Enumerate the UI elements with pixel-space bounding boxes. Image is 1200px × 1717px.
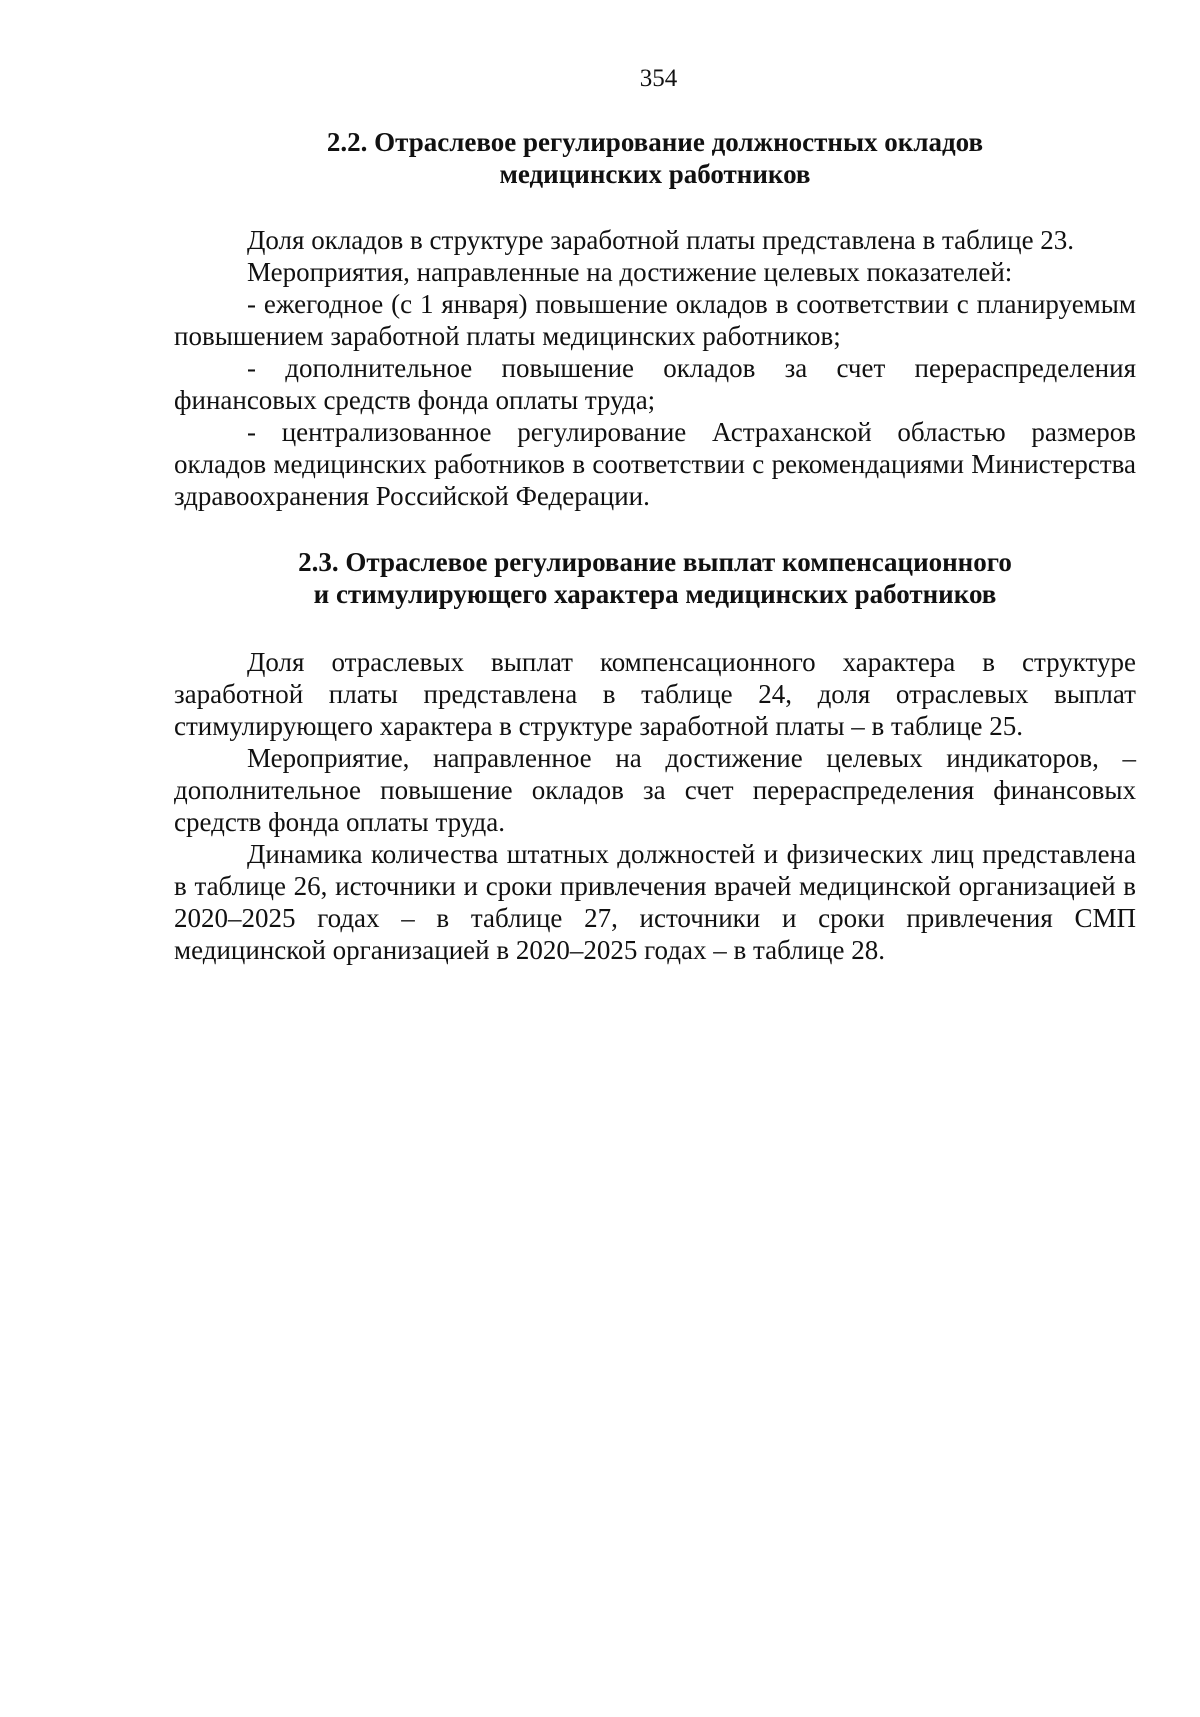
section-2-3-title-line1: 2.3. Отраслевое регулирование выплат компенсационного bbox=[298, 547, 1012, 577]
page-number: 354 bbox=[639, 65, 678, 92]
section-2-3-heading bbox=[174, 546, 1136, 610]
section-2-2-list-item-3: - централизованное регулирование Астраханской областью размеров окладов медицинских работников в соответствии с рекомендациями Министерства здравоохранения Российской Федерации. bbox=[174, 417, 1136, 511]
section-2-2-heading bbox=[174, 126, 1136, 190]
section-2-2-list-item-1: - ежегодное (с 1 января) повышение окладов в соответствии с планируемым повышением заработной платы медицинских работников; bbox=[174, 289, 1136, 351]
section-2-3-title-line2: и стимулирующего характера медицинских работников bbox=[313, 579, 997, 609]
section-2-3-paragraph-1: Доля отраслевых выплат компенсационного характера в структуре заработной платы представлена в таблице 24, доля отраслевых выплат стимулирующего характера в структуре заработной платы – в таблице 25. bbox=[174, 647, 1136, 741]
section-2-3-paragraph-2: Мероприятие, направленное на достижение целевых индикаторов, – дополнительное повышение окладов за счет перераспределения финансовых средств фонда оплаты труда. bbox=[174, 743, 1136, 837]
section-2-3-paragraph-3: Динамика количества штатных должностей и физических лиц представлена в таблице 26, источники и сроки привлечения врачей медицинской организацией в 2020–2025 годах – в таблице 27, источники и сроки привлечения СМП медицинской организацией в 2020–2025 годах – в таблице 28. bbox=[174, 839, 1136, 965]
section-2-2-title-line1: 2.2. Отраслевое регулирование должностных окладов bbox=[326, 127, 984, 157]
section-2-2-paragraph-2: Мероприятия, направленные на достижение целевых показателей: bbox=[247, 257, 1013, 287]
section-2-2-paragraph-1: Доля окладов в структуре заработной платы представлена в таблице 23. bbox=[247, 225, 1075, 255]
section-2-2-list-item-2: - дополнительное повышение окладов за счет перераспределения финансовых средств фонда оплаты труда; bbox=[174, 353, 1136, 415]
section-2-2-title-line2: медицинских работников bbox=[499, 159, 811, 189]
page-content bbox=[174, 126, 1136, 966]
